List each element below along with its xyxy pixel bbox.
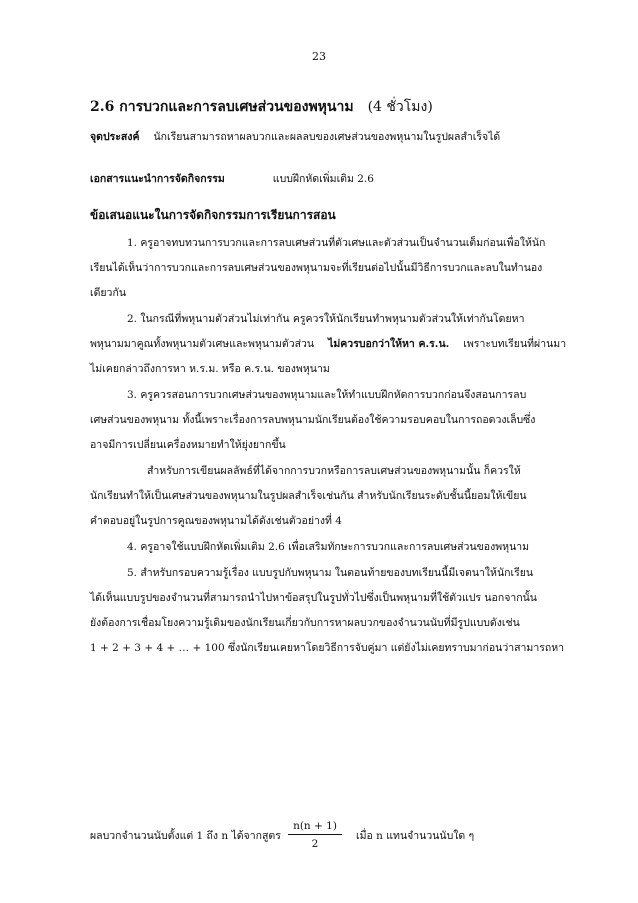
- section-heading: [90, 96, 433, 118]
- paragraph-line: 3. ครูควรสอนการบวกเศษส่วนของพหุนามและให้ทำแบบฝึกหัดการบวกก่อนจึงสอนการลบ: [127, 389, 527, 401]
- paragraph-line: นักเรียนทำให้เป็นเศษส่วนของพหุนามในรูปผลสำเร็จเช่นกัน สำหรับนักเรียนระดับชั้นนี้ยอมให้เขียน: [90, 490, 527, 502]
- paragraph-line: ยังต้องการเชื่อมโยงความรู้เดิมของนักเรียนเกี่ยวกับการหาผลบวกของจำนวนนับที่มีรูปแบบดังเช่น: [90, 617, 520, 629]
- section-duration: (4 ชั่วโมง): [367, 99, 433, 115]
- suggestions-heading: ข้อเสนอแนะในการจัดกิจกรรมการเรียนการสอน: [90, 208, 336, 222]
- paragraph-line: เมื่อ n แทนจำนวนนับใด ๆ: [356, 830, 475, 842]
- paragraph-line: คำตอบอยู่ในรูปการคูณของพหุนามได้ดังเช่นตัวอย่างที่ 4: [90, 515, 342, 527]
- formula-numerator: n(n + 1): [288, 820, 342, 835]
- materials-line: [90, 170, 560, 187]
- section-title: 2.6 การบวกและการลบเศษส่วนของพหุนาม: [90, 99, 354, 115]
- paragraph-line-mixed: [90, 335, 567, 352]
- materials-label: เอกสารแนะนำการจัดกิจกรรม: [90, 173, 225, 185]
- paragraph-line: ผลบวกจำนวนนับตั้งแต่ 1 ถึง n ได้จากสูตร: [90, 830, 281, 842]
- formula-denominator: 2: [311, 838, 319, 850]
- paragraph-line: 1. ครูอาจทบทวนการบวกและการลบเศษส่วนที่ตัวเศษและตัวส่วนเป็นจำนวนเต็มก่อนเพื่อให้นัก: [127, 237, 546, 249]
- paragraph-line: เรียนได้เห็นว่าการบวกและการลบเศษส่วนของพหุนามจะที่เรียนต่อไปนั้นมีวิธีการบวกและลบในทำนอง: [90, 262, 543, 274]
- emphasis-text: ไม่ควรบอกว่าให้หา ค.ร.น.: [328, 338, 450, 350]
- paragraph-line: เศษส่วนของพหุนาม ทั้งนี้เพราะเรื่องการลบพหุนามนักเรียนต้องใช้ความรอบคอบในการถอดวงเล็บซึ่ง: [90, 414, 536, 426]
- paragraph-line: สำหรับการเขียนผลลัพธ์ที่ได้จากการบวกหรือการลบเศษส่วนของพหุนามนั้น ก็ควรให้: [147, 465, 521, 477]
- paragraph-line: 4. ครูอาจใช้แบบฝึกหัดเพิ่มเติม 2.6 เพื่อเสริมทักษะการบวกและการลบเศษส่วนของพหุนาม: [127, 541, 530, 553]
- paragraph-line: อาจมีการเปลี่ยนเครื่องหมายทำให้ยุ่งยากขึ้น: [90, 439, 286, 451]
- paragraph-line: 5. สำหรับกรอบความรู้เรื่อง แบบรูปกับพหุนาม ในตอนท้ายของบทเรียนนี้มีเจตนาให้นักเรียน: [127, 567, 534, 579]
- objective-label: จุดประสงค์: [90, 131, 140, 143]
- page-number: 23: [312, 50, 326, 63]
- paragraph-line: ได้เห็นแบบรูปของจำนวนที่สามารถนำไปหาข้อสรุปในรูปทั่วไปซึ่งเป็นพหุนามที่ใช้ตัวแปร นอกจากนั้น: [90, 592, 537, 604]
- paragraph-line: เดียวกัน: [90, 287, 126, 299]
- paragraph-line: ไม่เคยกล่าวถึงการหา ห.ร.ม. หรือ ค.ร.น. ของพหุนาม: [90, 363, 330, 375]
- objective-line: [90, 128, 560, 145]
- materials-text: แบบฝึกหัดเพิ่มเติม 2.6: [272, 173, 374, 185]
- paragraph-line: 1 + 2 + 3 + 4 + … + 100 ซึ่งนักเรียนเคยหาโดยวิธีการจับคู่มา แต่ยังไม่เคยทราบมาก่อนว่าสามารถหา: [90, 642, 565, 654]
- sum-formula: [288, 820, 342, 850]
- paragraph-line: 2. ในกรณีที่พหุนามตัวส่วนไม่เท่ากัน ครูควรให้นักเรียนทำพหุนามตัวส่วนให้เท่ากันโดยหา: [127, 313, 525, 325]
- paragraph-text: พหุนามมาคูณทั้งพหุนามตัวเศษและพหุนามตัวส่วน: [90, 338, 315, 350]
- paragraph-text: เพราะบทเรียนที่ผ่านมา: [463, 338, 567, 350]
- objective-text: นักเรียนสามารถหาผลบวกและผลลบของเศษส่วนของพหุนามในรูปผลสำเร็จได้: [153, 131, 501, 143]
